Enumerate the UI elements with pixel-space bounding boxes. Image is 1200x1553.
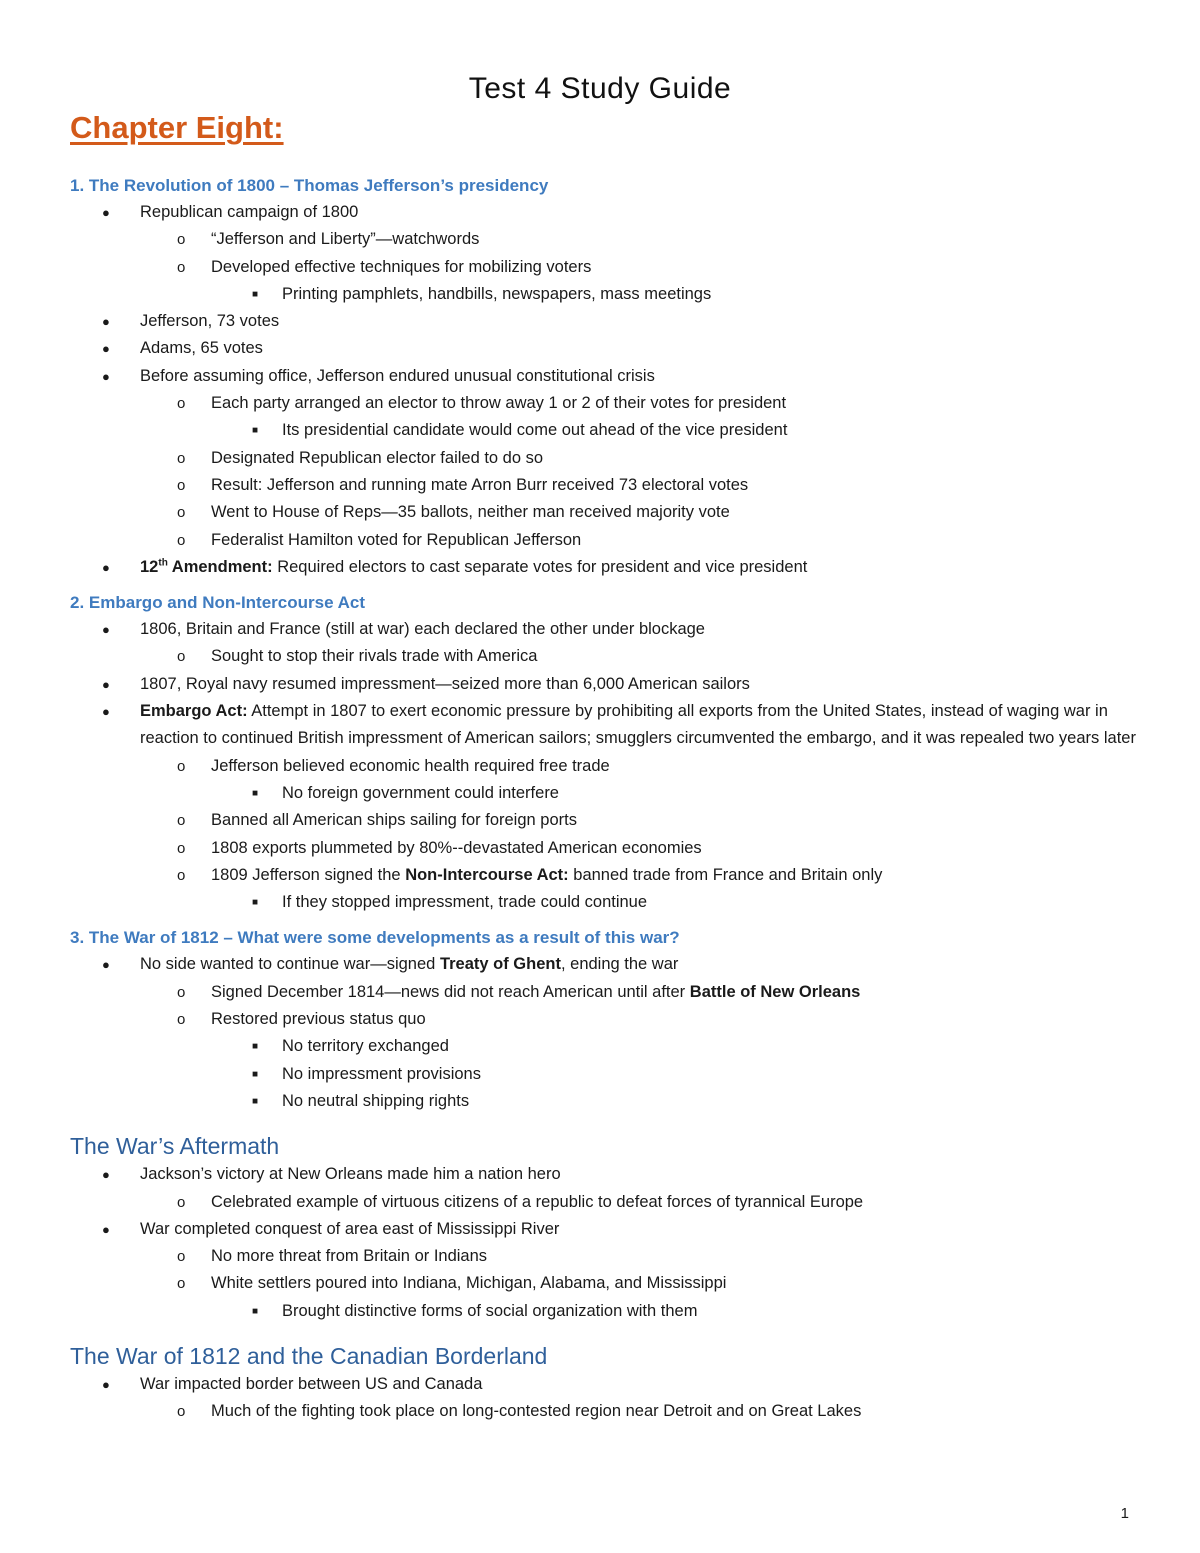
list-item: ● War impacted border between US and Canada <box>70 1371 1140 1398</box>
circle-bullet-icon: o <box>177 983 186 1001</box>
list-item: o Restored previous status quo <box>70 1006 1140 1033</box>
circle-bullet-icon: o <box>177 531 186 549</box>
bullet-icon: ● <box>102 1376 110 1392</box>
square-bullet-icon: ■ <box>252 425 259 437</box>
list-item: o Sought to stop their rivals trade with America <box>70 643 1140 670</box>
chapter-heading: Chapter Eight: <box>70 110 284 145</box>
section-heading: 3. The War of 1812 – What were some developments as a result of this war? <box>70 928 680 948</box>
circle-bullet-icon: o <box>177 449 186 467</box>
square-bullet-icon: ■ <box>252 1305 259 1317</box>
bullet-icon: ● <box>102 1167 110 1183</box>
bullet-icon: ● <box>102 1221 110 1237</box>
list-item: o No more threat from Britain or Indians <box>70 1243 1140 1270</box>
circle-bullet-icon: o <box>177 1403 186 1421</box>
square-bullet-icon: ■ <box>252 1041 259 1053</box>
circle-bullet-icon: o <box>177 231 186 249</box>
list-item: o Each party arranged an elector to throw away 1 or 2 of their votes for president <box>70 390 1140 417</box>
circle-bullet-icon: o <box>177 812 186 830</box>
list-item-embargo-act: ● Embargo Act: Attempt in 1807 to exert economic pressure by prohibiting all exports from the United States, instead of waging war in reaction to continued British impressment of American sailors; smugglers circumvented the embargo, and it was repealed two years later <box>70 698 1140 753</box>
list-item: ■ Brought distinctive forms of social organization with them <box>70 1298 1140 1325</box>
list-item: ■ No foreign government could interfere <box>70 780 1140 807</box>
bullet-icon: ● <box>102 704 110 720</box>
list-item: ● Jefferson, 73 votes <box>70 308 1140 335</box>
circle-bullet-icon: o <box>177 395 186 413</box>
section-heading: The War’s Aftermath <box>70 1133 280 1160</box>
list-item: o Celebrated example of virtuous citizens of a republic to defeat forces of tyrannical Europe <box>70 1189 1140 1216</box>
list-item: o Jefferson believed economic health required free trade <box>70 753 1140 780</box>
list-item-signed: o Signed December 1814—news did not reach American until after Battle of New Orleans <box>70 979 1140 1006</box>
list-item: o Designated Republican elector failed to do so <box>70 445 1140 472</box>
list-item: ■ Its presidential candidate would come out ahead of the vice president <box>70 417 1140 444</box>
list-item: o Result: Jefferson and running mate Arron Burr received 73 electoral votes <box>70 472 1140 499</box>
square-bullet-icon: ■ <box>252 897 259 909</box>
circle-bullet-icon: o <box>177 839 186 857</box>
list-item: ● 1806, Britain and France (still at war) each declared the other under blockage <box>70 616 1140 643</box>
square-bullet-icon: ■ <box>252 1068 259 1080</box>
list-item: ● Before assuming office, Jefferson endured unusual constitutional crisis <box>70 363 1140 390</box>
list-item: ● Adams, 65 votes <box>70 335 1140 362</box>
bullet-icon: ● <box>102 205 110 220</box>
list-item: ● Jackson’s victory at New Orleans made him a nation hero <box>70 1161 1140 1188</box>
list-item: o Went to House of Reps—35 ballots, neither man received majority vote <box>70 499 1140 526</box>
circle-bullet-icon: o <box>177 258 186 276</box>
list-item: o Much of the fighting took place on long-contested region near Detroit and on Great Lakes <box>70 1398 1140 1425</box>
page-title: Test 4 Study Guide <box>468 72 732 105</box>
list-item: ● 1807, Royal navy resumed impressment—seized more than 6,000 American sailors <box>70 671 1140 698</box>
circle-bullet-icon: o <box>177 1275 186 1293</box>
list-item: o “Jefferson and Liberty”—watchwords <box>70 226 1140 253</box>
list-item-12th-amendment: ● 12th Amendment: Required electors to cast separate votes for president and vice president <box>70 554 1140 581</box>
circle-bullet-icon: o <box>177 504 186 522</box>
list-item: o Developed effective techniques for mobilizing voters <box>70 254 1140 281</box>
bullet-icon: ● <box>102 314 110 330</box>
list-item: o 1808 exports plummeted by 80%--devastated American economies <box>70 835 1140 862</box>
square-bullet-icon: ■ <box>252 1095 259 1107</box>
section-heading: 2. Embargo and Non-Intercourse Act <box>70 593 366 613</box>
circle-bullet-icon: o <box>177 648 186 666</box>
list-item-treaty-ghent: ● No side wanted to continue war—signed Treaty of Ghent, ending the war <box>70 951 1140 978</box>
list-item: o Banned all American ships sailing for foreign ports <box>70 807 1140 834</box>
page-number: 1 <box>1120 1505 1129 1522</box>
bullet-icon: ● <box>102 622 110 638</box>
bullet-icon: ● <box>102 368 110 384</box>
bullet-icon: ● <box>102 957 110 973</box>
circle-bullet-icon: o <box>177 757 186 775</box>
list-item: ■ No territory exchanged <box>70 1033 1140 1060</box>
document-body <box>70 172 1140 1426</box>
section-heading: The War of 1812 and the Canadian Borderland <box>70 1342 548 1369</box>
list-item-non-intercourse: o 1809 Jefferson signed the Non-Intercourse Act: banned trade from France and Britain only <box>70 862 1140 889</box>
list-item: ■ No impressment provisions <box>70 1061 1140 1088</box>
list-item: ■ No neutral shipping rights <box>70 1088 1140 1115</box>
circle-bullet-icon: o <box>177 476 186 494</box>
list-item: o White settlers poured into Indiana, Michigan, Alabama, and Mississippi <box>70 1270 1140 1297</box>
square-bullet-icon: ■ <box>252 787 259 799</box>
list-item: ● War completed conquest of area east of Mississippi River <box>70 1216 1140 1243</box>
bullet-icon: ● <box>102 676 110 692</box>
circle-bullet-icon: o <box>177 1248 186 1266</box>
list-item: ● Republican campaign of 1800 <box>70 199 1140 226</box>
circle-bullet-icon: o <box>177 866 186 884</box>
circle-bullet-icon: o <box>177 1193 186 1211</box>
list-item: o Federalist Hamilton voted for Republican Jefferson <box>70 527 1140 554</box>
section-heading: 1. The Revolution of 1800 – Thomas Jefferson’s presidency <box>70 176 549 195</box>
square-bullet-icon: ■ <box>252 288 259 300</box>
list-item: ■ If they stopped impressment, trade could continue <box>70 889 1140 916</box>
bullet-icon: ● <box>102 341 110 357</box>
bullet-icon: ● <box>102 559 110 575</box>
list-item: ■ Printing pamphlets, handbills, newspapers, mass meetings <box>70 281 1140 308</box>
circle-bullet-icon: o <box>177 1011 186 1029</box>
